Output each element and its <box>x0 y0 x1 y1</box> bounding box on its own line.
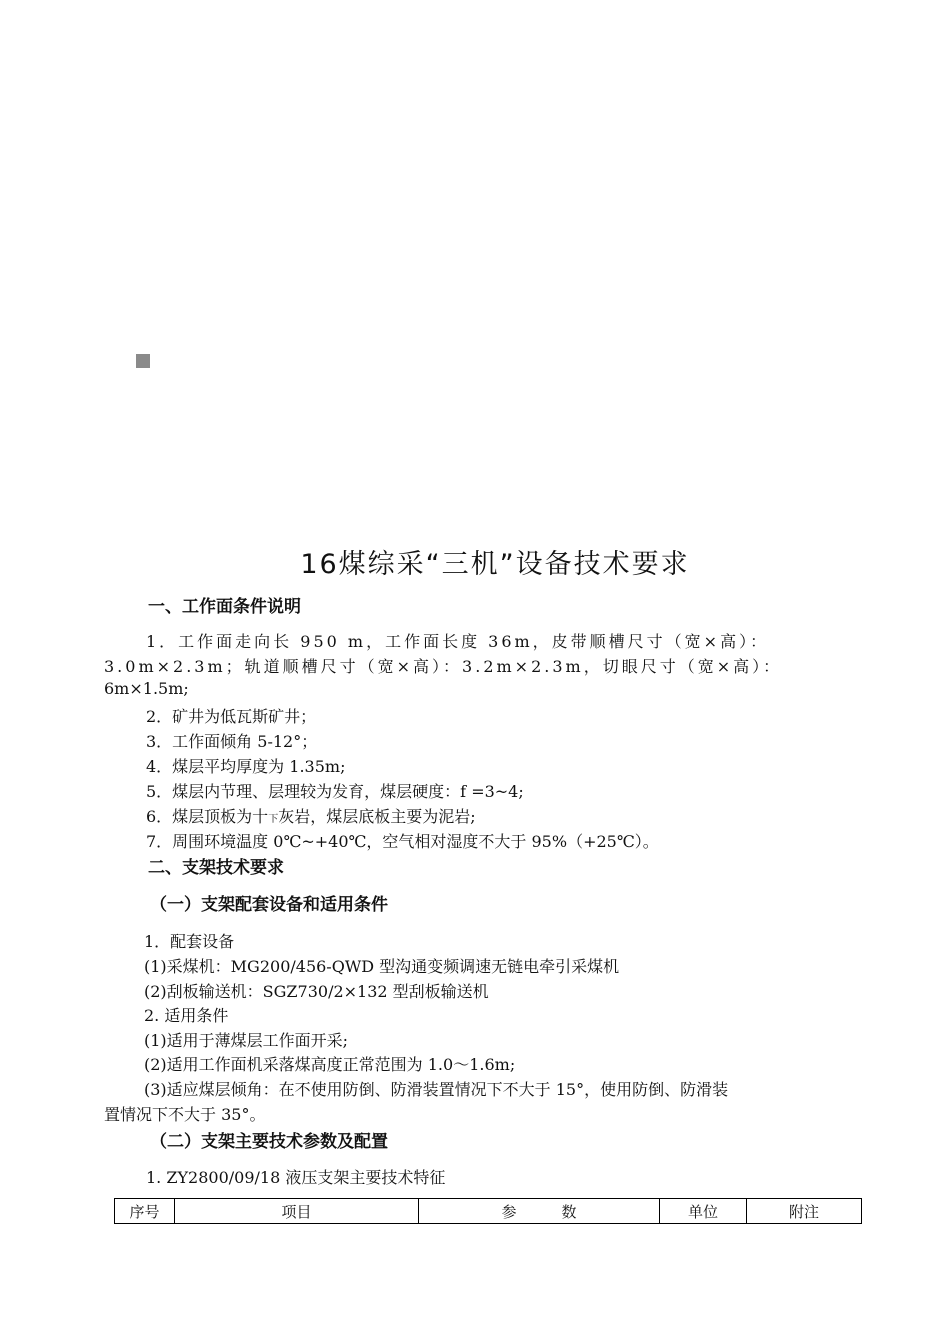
sub1-line4: 2. 适用条件 <box>144 1006 229 1025</box>
subsection1-heading: （一）支架配套设备和适用条件 <box>150 895 388 915</box>
square-bullet-icon <box>136 354 150 368</box>
section1-heading: 一、工作面条件说明 <box>148 597 301 617</box>
item4: 4．煤层平均厚度为 1.35m; <box>146 757 346 776</box>
item7: 7．周围环境温度 0℃~+40℃，空气相对湿度不大于 95%（+25℃）。 <box>146 832 659 851</box>
item1-line1: 1．工作面走向长 950 m，工作面长度 36m，皮带顺槽尺寸（宽×高）： <box>146 632 770 651</box>
sub1-line5: (1)适用于薄煤层工作面开采; <box>144 1031 349 1050</box>
item6-text-pre: 6．煤层顶板为十 <box>146 807 269 826</box>
subsection2-heading: （二）支架主要技术参数及配置 <box>150 1132 388 1152</box>
sub1-line6: (2)适用工作面机采落煤高度正常范围为 1.0～1.6m; <box>144 1055 516 1074</box>
spec-table <box>114 1198 862 1224</box>
sub1-line1: 1．配套设备 <box>144 932 235 951</box>
sub2-line1: 1. ZY2800/09/18 液压支架主要技术特征 <box>146 1168 446 1187</box>
document-title: 16煤综采“三机”设备技术要求 <box>300 549 690 580</box>
table-header-row <box>115 1199 862 1224</box>
col-index: 序号 <box>115 1199 175 1224</box>
col-unit: 单位 <box>660 1199 747 1224</box>
item2: 2．矿井为低瓦斯矿井； <box>146 707 317 726</box>
item6 <box>146 804 476 827</box>
sub1-line3: (2)刮板输送机：SGZ730/2×132 型刮板输送机 <box>144 982 489 1001</box>
section2-heading: 二、支架技术要求 <box>148 858 284 878</box>
item6-text-post: 灰岩，煤层底板主要为泥岩; <box>278 807 476 826</box>
col-parameter: 参 数 <box>419 1199 660 1224</box>
col-item: 项目 <box>175 1199 419 1224</box>
item1-line2: 3.0m×2.3m；轨道顺槽尺寸（宽×高）：3.2m×2.3m，切眼尺寸（宽×高）： <box>104 657 783 676</box>
item1-line3: 6m×1.5m; <box>104 679 189 698</box>
item6-subscript: 下 <box>268 814 279 825</box>
sub1-line7a: (3)适应煤层倾角：在不使用防倒、防滑装置情况下不大于 15°，使用防倒、防滑装 <box>144 1080 729 1099</box>
col-note: 附注 <box>747 1199 862 1224</box>
sub1-line2: (1)采煤机：MG200/456-QWD 型沟通变频调速无链电牵引采煤机 <box>144 957 620 976</box>
item3: 3．工作面倾角 5-12°； <box>146 732 318 751</box>
sub1-line7b: 置情况下不大于 35°。 <box>104 1105 266 1124</box>
item5: 5．煤层内节理、层理较为发育，煤层硬度：f =3~4; <box>146 782 524 801</box>
